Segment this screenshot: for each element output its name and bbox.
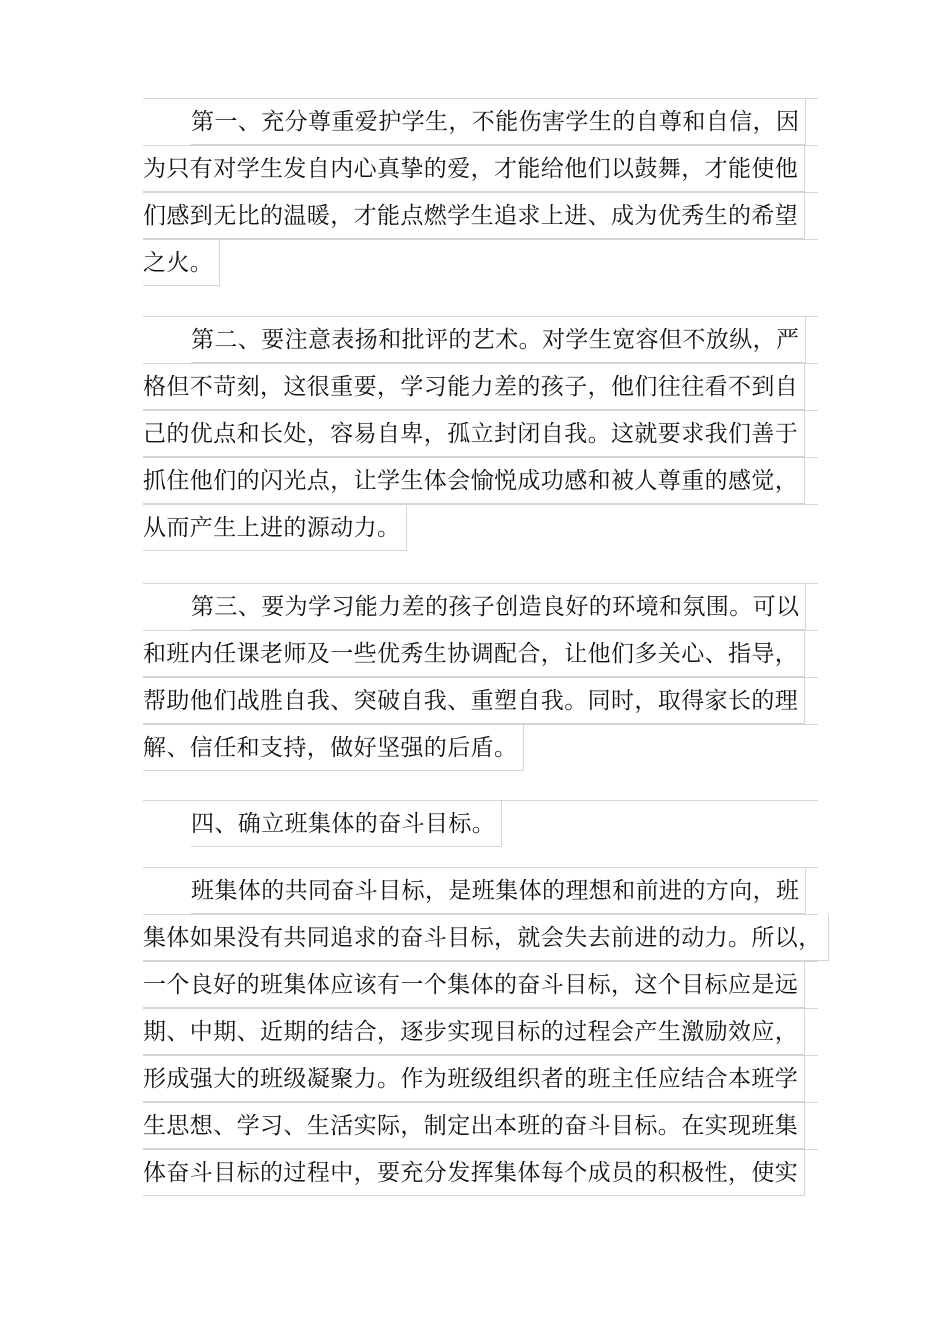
- text-line: [143, 239, 818, 286]
- text-line-content: 体奋斗目标的过程中，要充分发挥集体每个成员的积极性，使实: [143, 1150, 805, 1196]
- text-line: [143, 724, 818, 771]
- paragraph-5: [143, 867, 822, 1196]
- text-line-content: 四、确立班集体的奋斗目标。: [191, 801, 502, 847]
- text-line: [143, 630, 818, 677]
- text-line-content: 第二、要注意表扬和批评的艺术。对学生宽容但不放纵，严: [191, 317, 806, 363]
- text-line-content: 第一、充分尊重爱护学生，不能伤害学生的自尊和自信，因: [191, 99, 806, 145]
- text-line-content: 集体如果没有共同追求的奋斗目标，就会失去前进的动力。所以，: [143, 915, 829, 961]
- text-line: [143, 192, 818, 239]
- text-line: [143, 98, 818, 145]
- text-line-content: 们感到无比的温暖，才能点燃学生追求上进、成为优秀生的希望: [143, 193, 805, 239]
- text-line: [143, 363, 818, 410]
- text-line: [143, 1149, 818, 1196]
- text-line-content: 之火。: [143, 240, 220, 286]
- text-line-content: 己的优点和长处，容易自卑，孤立封闭自我。这就要求我们善于: [143, 411, 805, 457]
- text-line-content: 形成强大的班级凝聚力。作为班级组织者的班主任应结合本班学: [143, 1056, 805, 1102]
- text-line: [143, 1102, 818, 1149]
- paragraph-1: [143, 98, 818, 286]
- text-line: [143, 457, 818, 504]
- text-line: [143, 316, 818, 363]
- paragraph-2: [143, 316, 818, 551]
- text-line-content: 从而产生上进的源动力。: [143, 505, 407, 551]
- text-line-content: 帮助他们战胜自我、突破自我、重塑自我。同时，取得家长的理: [143, 678, 805, 724]
- text-line: [143, 914, 822, 961]
- paragraph-3: [143, 583, 818, 771]
- section-heading: [143, 800, 818, 847]
- text-line-content: 第三、要为学习能力差的孩子创造良好的环境和氛围。可以: [191, 584, 806, 630]
- text-line: [143, 504, 818, 551]
- text-line: [143, 583, 818, 630]
- text-line: [143, 1008, 818, 1055]
- text-line-content: 和班内任课老师及一些优秀生协调配合，让他们多关心、指导，: [143, 631, 805, 677]
- text-line: [143, 410, 818, 457]
- text-line-content: 为只有对学生发自内心真挚的爱，才能给他们以鼓舞，才能使他: [143, 146, 805, 192]
- text-line-content: 格但不苛刻，这很重要，学习能力差的孩子，他们往往看不到自: [143, 364, 805, 410]
- text-line: [143, 961, 818, 1008]
- text-line: [143, 1055, 818, 1102]
- text-line: [143, 867, 818, 914]
- text-line-content: 解、信任和支持，做好坚强的后盾。: [143, 725, 524, 771]
- text-line: [143, 800, 818, 847]
- text-line: [143, 677, 818, 724]
- text-line: [143, 145, 818, 192]
- text-line-content: 一个良好的班集体应该有一个集体的奋斗目标，这个目标应是远: [143, 962, 805, 1008]
- text-line-content: 生思想、学习、生活实际，制定出本班的奋斗目标。在实现班集: [143, 1103, 805, 1149]
- text-line-content: 期、中期、近期的结合，逐步实现目标的过程会产生激励效应，: [143, 1009, 805, 1055]
- text-line-content: 班集体的共同奋斗目标，是班集体的理想和前进的方向，班: [191, 868, 806, 914]
- text-line-content: 抓住他们的闪光点，让学生体会愉悦成功感和被人尊重的感觉，: [143, 458, 805, 504]
